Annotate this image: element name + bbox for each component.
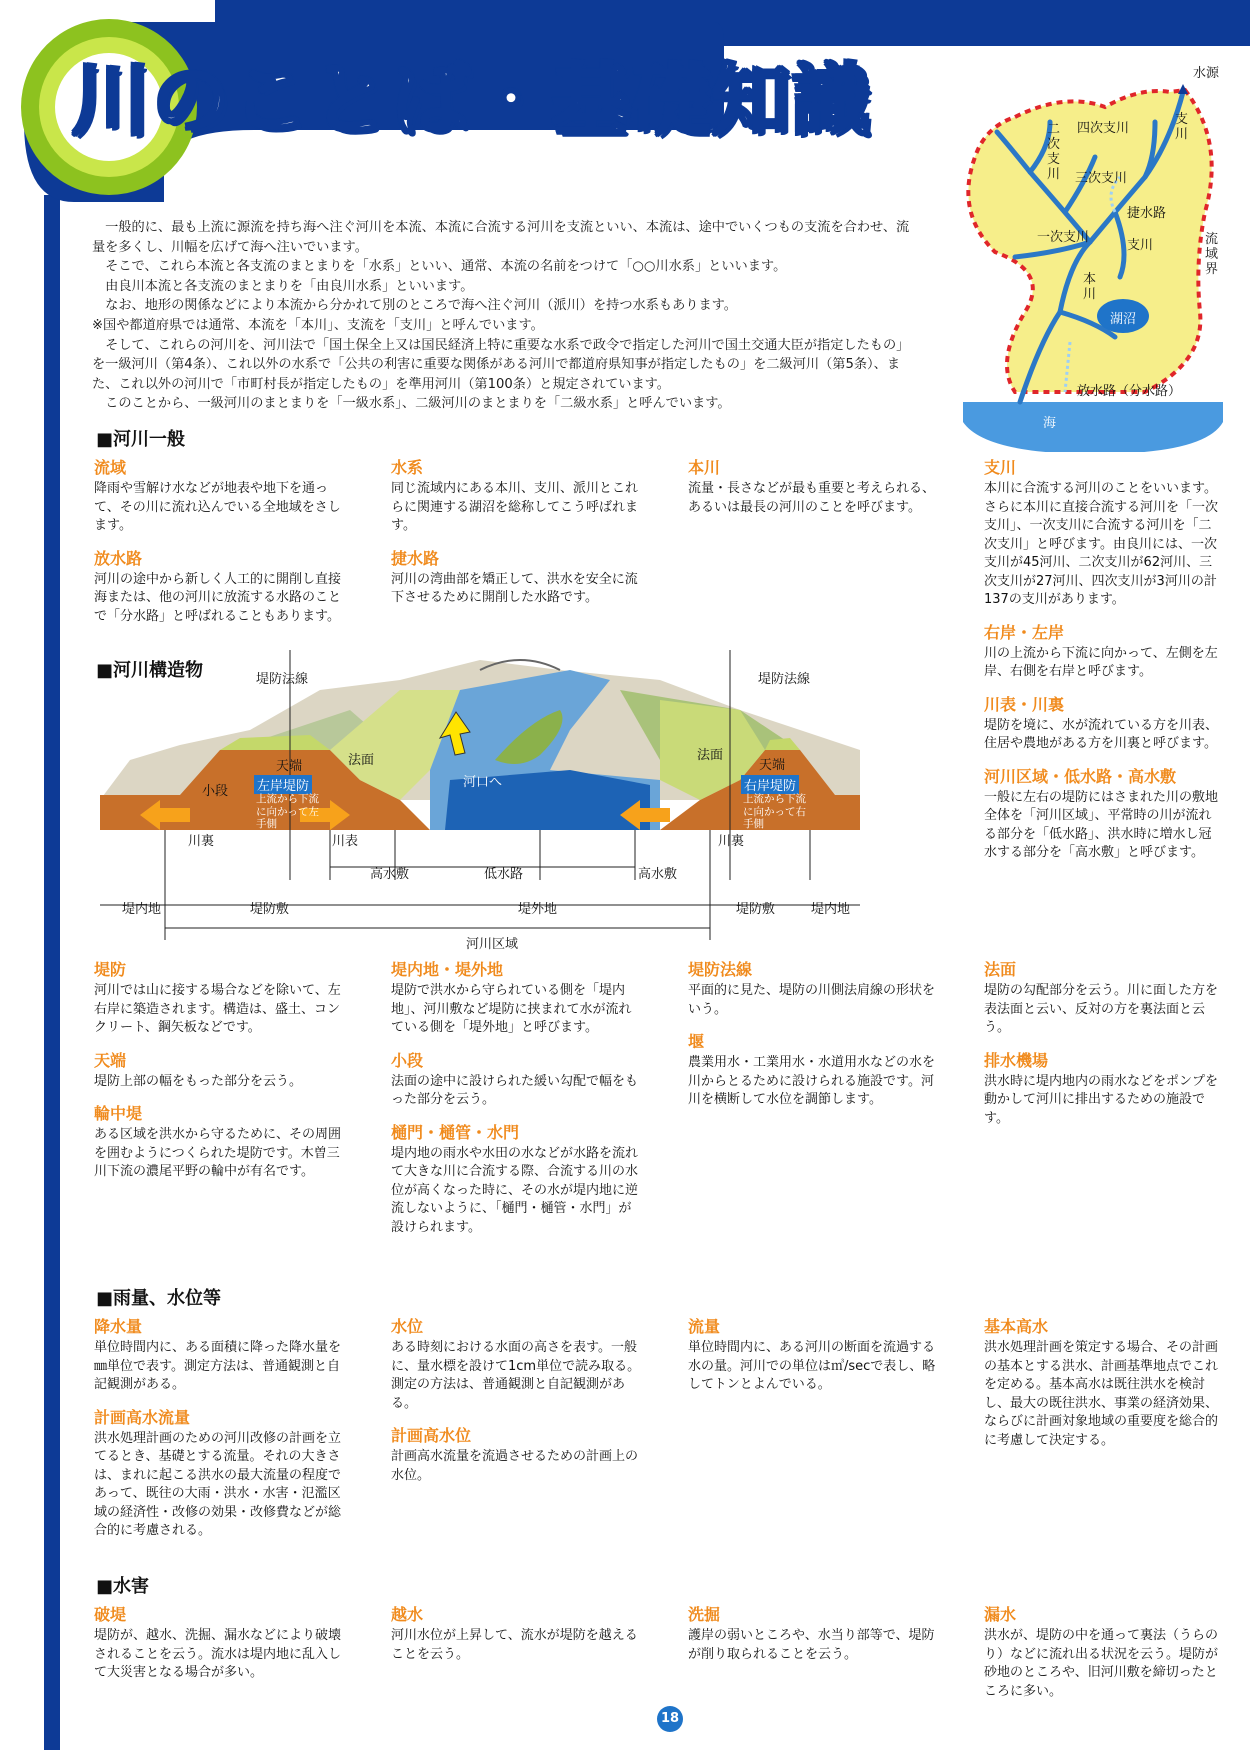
map-label-main-river: 本 川 — [1083, 272, 1097, 302]
section-heading-rainfall: ■雨量、水位等 — [96, 1288, 222, 1309]
diagram-label-river-zone: 河川区域 — [466, 937, 519, 952]
diagram-label-low-water-channel: 低水路 — [484, 867, 524, 882]
map-label-2nd-tributary: 二 次 支 川 — [1047, 122, 1061, 182]
map-label-tributary-mid: 支川 — [1127, 238, 1154, 253]
map-label-1st-tributary: 一次支川 — [1037, 230, 1090, 245]
term-water-system — [391, 455, 641, 536]
term-body: 護岸の弱いところや、水当り部等で、堤防が削り取られることを云う。 — [688, 1628, 935, 1662]
term-title: 放水路 — [94, 548, 143, 568]
rain-col-4 — [984, 1314, 1224, 1460]
diagram-label-protected-lowland-right: 堤内地 — [811, 902, 851, 917]
diagram-label-high-water-bed-right: 高水敷 — [638, 867, 678, 882]
section-heading-general: ■河川一般 — [96, 429, 186, 450]
term-title: 支川 — [984, 458, 1017, 477]
term-main-river — [688, 455, 938, 517]
section-heading-flood-damage: ■水害 — [96, 1576, 150, 1597]
term-precipitation — [94, 1314, 344, 1395]
diagram-label-left-levee-note: 上流から下流に向かって左手側 — [256, 793, 319, 830]
term-discharge — [688, 1314, 938, 1395]
term-water-level — [391, 1314, 641, 1413]
term-body: 本川に合流する河川のことをいいます。さらに本川に直接合流する河川を「一次支川」、一次支川に合流する河川を「二次支川」と呼びます。由良川には、一次支川が45河川、二次支川が62河川、三次支川が27河川、四次支川が3河川の計137の支川があります。 — [984, 481, 1219, 607]
term-title: 堤防法線 — [688, 960, 753, 979]
term-scour — [688, 1602, 938, 1664]
term-title: 越水 — [391, 1605, 424, 1624]
intro-para: ※国や都道府県では通常、本流を「本川」、支流を「支川」と呼んでいます。 — [92, 317, 544, 333]
term-title: 降水量 — [94, 1317, 143, 1336]
diagram-label-riverside-left: 川表 — [332, 834, 359, 849]
term-cutoff-channel — [391, 546, 641, 608]
diagram-label-crown-right: 天端 — [759, 758, 786, 773]
term-body: 洪水が、堤防の中を通って裏法（うらのり）などに流れ出る状況を云う。堤防が砂地のところや、旧河川敷を締切ったところに多い。 — [984, 1628, 1219, 1699]
term-title: 流域 — [94, 458, 127, 477]
term-title: 右岸・左岸 — [984, 622, 1065, 642]
term-body: ある区域を洪水から守るために、その周囲を囲むようにつくられた堤防です。木曽三川下流の濃尾平野の輪中が有名です。 — [94, 1127, 342, 1179]
term-tributary — [984, 455, 1224, 610]
map-label-tributary-top: 支 川 — [1175, 112, 1189, 142]
intro-para: 一般的に、最も上流に源流を持ち海へ注ぐ河川を本流、本流に合流する河川を支流といい、本流は、途中でいくつもの支流を合わせ、流量を多くし、川幅を広げて海へ注いでいます。 — [92, 220, 910, 255]
rain-col-2 — [391, 1314, 641, 1495]
diagram-label-right-levee-note: 上流から下流に向かって右手側 — [743, 793, 806, 830]
term-body: 農業用水・工業用水・水道用水などの水を川からとるために設けられる施設です。河川を横断して水位を調節します。 — [688, 1055, 936, 1107]
section-heading-structures: ■河川構造物 — [96, 660, 204, 681]
map-label-sea: 海 — [1043, 416, 1057, 431]
diagram-label-crown-left: 天端 — [276, 759, 303, 774]
diagram-label-to-river-mouth: 河口へ — [463, 775, 503, 790]
term-basin — [94, 455, 344, 536]
term-body: 流量・長さなどが最も重要と考えられる、あるいは最長の河川のことを呼びます。 — [688, 481, 936, 515]
intro-para: このことから、一級河川のまとまりを「一級水系」、二級河川のまとまりを「二級水系」と呼んでいます。 — [92, 396, 731, 412]
term-body: 堤防で洪水から守られている側を「堤内地」、河川敷など堤防に挟まれて水が流れている側を「堤外地」と呼びます。 — [391, 983, 632, 1035]
term-body: 計画高水流量を流過させるための計画上の水位。 — [391, 1449, 639, 1483]
left-margin-bar — [44, 195, 60, 1750]
term-seepage — [984, 1602, 1224, 1701]
term-body: 河川の途中から新しく人工的に開削し直接海または、他の河川に放流する水路のことで「分水路」と呼ばれることもあります。 — [94, 571, 342, 624]
term-title: 捷水路 — [391, 548, 440, 568]
rain-col-1 — [94, 1314, 344, 1551]
term-title: 堤内地・堤外地 — [391, 960, 504, 979]
map-label-lake: 湖沼 — [1110, 312, 1137, 327]
intro-para: そして、これらの河川を、河川法で「国土保全上又は国民経済上特に重要な水系で政令で指定した河川で国土交通大臣が指定したもの」を一級河川（第4条）、これ以外の水系で「公共の利害に重要な関係がある河川で都道府県知事が指定したもの」を二級河川（第5条）、また、これ以外の河川で「市町村長が指定したもの」を準用河川（第100条）と規定されています。 — [92, 337, 910, 392]
term-river-zone — [984, 764, 1224, 863]
term-title: 計画高水流量 — [94, 1407, 191, 1427]
right-col-terms — [984, 455, 1224, 873]
term-title: 法面 — [984, 960, 1017, 979]
intro-para: なお、地形の関係などにより本流から分かれて別のところで海へ注ぐ河川（派川）を持つ水系もあります。 — [92, 298, 737, 314]
term-body: 堤内地の雨水や水田の水などが水路を流れて大きな川に合流する際、合流する川の水位が高くなった時に、その水が堤内地に逆流しないように、「樋門・樋管・水門」が設けられます。 — [391, 1145, 639, 1235]
map-label-4th-tributary: 四次支川 — [1077, 121, 1130, 136]
term-pumping-station — [984, 1048, 1224, 1129]
structure-col-2 — [391, 957, 641, 1247]
structure-col-1 — [94, 957, 344, 1192]
term-body: 洪水時に堤内地内の雨水などをポンプを動かして河川に排出するための施設です。 — [984, 1073, 1219, 1126]
term-body: 河川では山に接する場合などを除いて、左右岸に築造されます。構造は、盛土、コンクリート、鋼矢板などです。 — [94, 983, 341, 1035]
term-design-flood-level — [391, 1423, 641, 1485]
term-body: 一般に左右の堤防にはさまれた川の敷地全体を「河川区域」、平常時の川が流れる部分を「低水路」、洪水時に増水し冠水する部分を「高水敷」と呼びます。 — [984, 789, 1219, 860]
general-col-2 — [391, 455, 641, 618]
term-body: 川の上流から下流に向かって、左側を左岸、右側を右岸と呼びます。 — [984, 645, 1218, 679]
term-basic-flood — [984, 1314, 1224, 1450]
map-label-floodway: 放水路（分水路） — [1077, 384, 1182, 399]
term-sluice — [391, 1120, 641, 1238]
diagram-label-left-levee: 左岸堤防 — [254, 775, 312, 794]
term-title: 本川 — [688, 458, 721, 477]
term-body: 平面的に見た、堤防の川側法肩線の形状をいう。 — [688, 983, 936, 1017]
map-label-3rd-tributary: 三次支川 — [1075, 171, 1128, 186]
term-body: 洪水処理計画を策定する場合、その計画の基本とする洪水、計画基準地点でこれを定める。基本高水は既往洪水を検討し、最大の既往洪水、事業の経済効果、ならびに計画対象地域の重要度を総合的に考慮して決定する。 — [984, 1340, 1219, 1448]
term-title: 樋門・樋管・水門 — [391, 1122, 520, 1142]
term-inland-outland — [391, 957, 641, 1038]
term-crown — [94, 1048, 344, 1092]
diagram-label-high-water-bed-left: 高水敷 — [370, 867, 410, 882]
term-body: 堤防が、越水、洗掘、漏水などにより破壊されることを云う。流水は堤内地に乱入して大災害となる場合が多い。 — [94, 1628, 342, 1680]
page-number: 18 — [657, 1706, 683, 1732]
term-weir — [688, 1029, 938, 1110]
general-col-3 — [688, 455, 938, 527]
term-title: 小段 — [391, 1050, 424, 1070]
term-body: 堤防の勾配部分を云う。川に面した方を表法面と云い、反対の方を裏法面と云う。 — [984, 983, 1219, 1035]
page-title: 川のことば・基礎知識 — [72, 56, 873, 146]
term-body: 単位時間内に、ある河川の断面を流過する水の量。河川での単位は㎥/secで表し、略してトンとよんでいる。 — [688, 1340, 936, 1392]
flood-col-2 — [391, 1602, 641, 1674]
term-body: 堤防上部の幅をもった部分を云う。 — [94, 1073, 303, 1089]
term-body: 河川水位が上昇して、流水が堤防を越えることを云う。 — [391, 1628, 638, 1662]
term-title: 洗掘 — [688, 1605, 721, 1624]
term-body: 堤防を境に、水が流れている方を川表、住居や農地がある方を川裏と呼びます。 — [984, 717, 1219, 751]
diagram-label-landside-right: 川裏 — [718, 834, 745, 849]
term-title: 水位 — [391, 1317, 424, 1336]
diagram-label-dike-line-right: 堤防法線 — [758, 672, 811, 687]
intro-para: 由良川本流と各支流のまとまりを「由良川水系」といいます。 — [92, 278, 474, 294]
term-dike-line — [688, 957, 938, 1019]
term-levee-breach — [94, 1602, 344, 1683]
flood-col-3 — [688, 1602, 938, 1674]
term-title: 水系 — [391, 458, 424, 477]
term-title: 流量 — [688, 1317, 721, 1336]
intro-text — [92, 218, 922, 414]
diagram-label-protected-lowland-left: 堤内地 — [122, 902, 162, 917]
diagram-label-right-levee: 右岸堤防 — [741, 775, 799, 794]
diagram-label-levee-site-right: 堤防敷 — [736, 902, 776, 917]
term-title: 計画高水位 — [391, 1426, 472, 1445]
term-body: 同じ流域内にある本川、支川、派川とこれらに関連する湖沼を総称してこう呼ばれます。 — [391, 481, 639, 533]
river-system-map — [955, 62, 1230, 452]
term-title: 輪中堤 — [94, 1104, 143, 1123]
structure-col-3 — [688, 957, 938, 1120]
map-label-cutoff-channel: 捷水路 — [1127, 206, 1167, 221]
diagram-label-levee-site-left: 堤防敷 — [250, 902, 290, 917]
term-slope — [984, 957, 1224, 1038]
diagram-label-berm: 小段 — [202, 784, 229, 799]
diagram-label-slope-right: 法面 — [697, 748, 724, 763]
term-body: 降雨や雪解け水などが地表や地下を通って、その川に流れ込んでいる全地域をさします。 — [94, 481, 341, 533]
term-title: 堤防 — [94, 960, 127, 979]
term-floodway — [94, 546, 344, 627]
term-body: 河川の湾曲部を矯正して、洪水を安全に流下させるために開削した水路です。 — [391, 571, 638, 605]
term-banks — [984, 620, 1224, 682]
term-title: 漏水 — [984, 1605, 1017, 1624]
term-body: 法面の途中に設けられた緩い勾配で幅をもった部分を云う。 — [391, 1073, 639, 1107]
term-design-flood-discharge — [94, 1405, 344, 1541]
term-title: 基本高水 — [984, 1317, 1049, 1336]
structure-col-4 — [984, 957, 1224, 1138]
term-title: 川表・川裏 — [984, 694, 1065, 714]
term-berm — [391, 1048, 641, 1110]
term-title: 河川区域・低水路・高水敷 — [984, 766, 1177, 786]
flood-col-4 — [984, 1602, 1224, 1711]
intro-para: そこで、これら本流と各支流のまとまりを「水系」といい、通常、本流の名前をつけて「○○川水系」といいます。 — [92, 259, 787, 275]
term-title: 破堤 — [94, 1605, 127, 1624]
map-label-source: 水源 — [1193, 66, 1220, 81]
term-body: ある時刻における水面の高さを表す。一般に、量水標を設けて1cm単位で読み取る。測定の方法は、普通観測と自記観測がある。 — [391, 1340, 641, 1411]
diagram-label-dike-line-left: 堤防法線 — [256, 672, 309, 687]
term-title: 堰 — [688, 1032, 705, 1051]
diagram-label-slope-left: 法面 — [348, 753, 375, 768]
term-levee — [94, 957, 344, 1038]
term-body: 洪水処理計画のための河川改修の計画を立てるとき、基礎とする流量。それの大きさは、まれに起こる洪水の最大流量の程度であって、既往の大雨・洪水・水害・氾濫区域の経済性・改修の効果・改修費などが総合的に考慮される。 — [94, 1430, 342, 1538]
term-ring-levee — [94, 1101, 344, 1182]
diagram-label-landside-left: 川裏 — [188, 834, 215, 849]
diagram-label-riverside-land: 堤外地 — [518, 902, 558, 917]
term-river-side — [984, 692, 1224, 754]
general-col-1 — [94, 455, 344, 636]
rain-col-3 — [688, 1314, 938, 1405]
map-label-basin-boundary: 流 域 界 — [1205, 232, 1219, 277]
term-title: 天端 — [94, 1050, 127, 1070]
flood-col-1 — [94, 1602, 344, 1693]
term-overflow — [391, 1602, 641, 1664]
term-body: 単位時間内に、ある面積に降った降水量を㎜単位で表す。測定方法は、普通観測と自記観測がある。 — [94, 1340, 342, 1392]
term-title: 排水機場 — [984, 1050, 1049, 1070]
